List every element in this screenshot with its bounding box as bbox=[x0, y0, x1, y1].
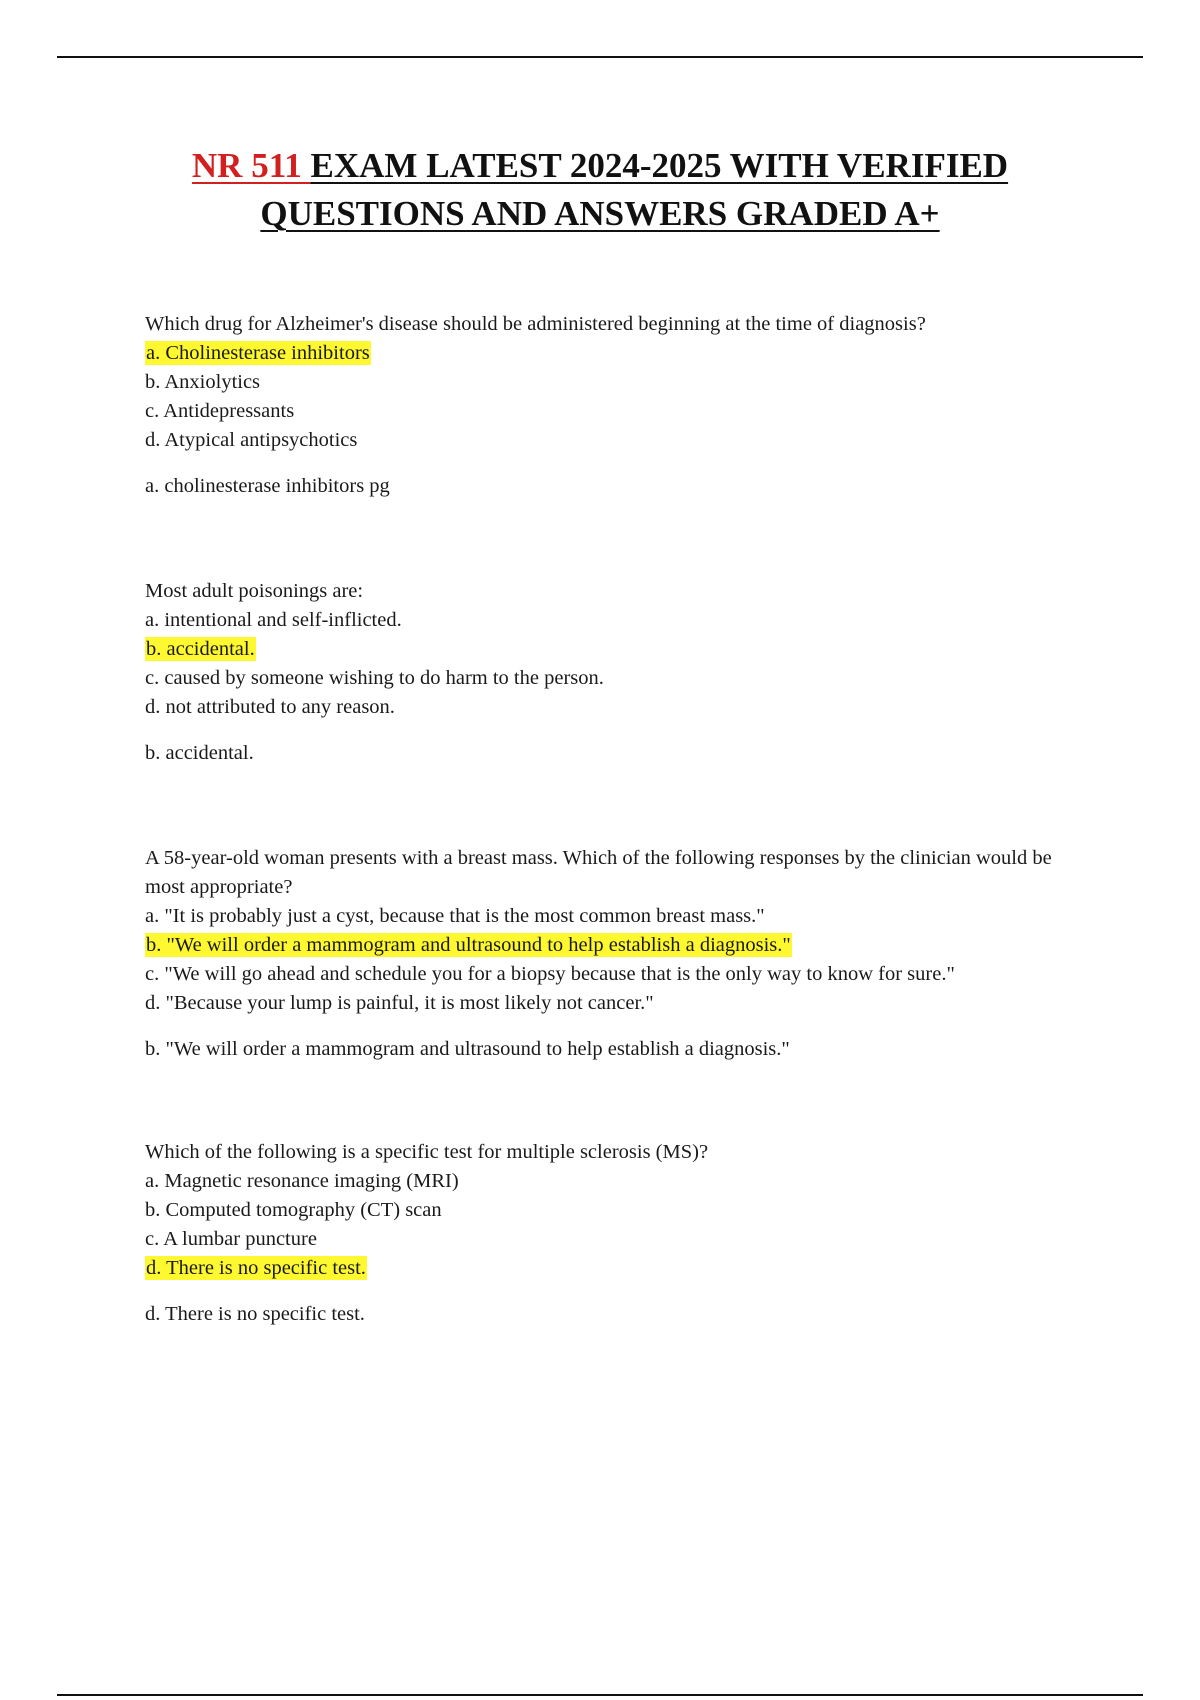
title-line-1: EXAM LATEST 2024-2025 WITH VERIFIED bbox=[310, 146, 1009, 185]
highlighted-option-text: a. Cholinesterase inhibitors bbox=[146, 342, 370, 364]
option-b bbox=[145, 635, 1065, 664]
question-stem: A 58-year-old woman presents with a breast mass. Which of the following responses by the clinician would be most appropriate? bbox=[145, 847, 1052, 898]
option-a: a. Magnetic resonance imaging (MRI) bbox=[145, 1170, 459, 1192]
question-stem: Most adult poisonings are: bbox=[145, 580, 364, 602]
option-c: c. A lumbar puncture bbox=[145, 1228, 317, 1250]
answer-line: a. cholinesterase inhibitors pg bbox=[145, 475, 390, 497]
option-c: c. Antidepressants bbox=[145, 400, 295, 422]
option-a: a. "It is probably just a cyst, because that is the most common breast mass." bbox=[145, 905, 765, 927]
question-stem: Which drug for Alzheimer's disease should be administered beginning at the time of diagnosis? bbox=[145, 313, 926, 335]
title-course-code: NR 511 bbox=[191, 146, 311, 185]
question-block-4 bbox=[145, 1138, 1065, 1329]
option-d: d. "Because your lump is painful, it is most likely not cancer." bbox=[145, 992, 654, 1014]
answer-line: b. accidental. bbox=[145, 742, 254, 764]
top-rule bbox=[57, 56, 1143, 58]
option-b: b. Anxiolytics bbox=[145, 371, 261, 393]
highlighted-option-text: b. "We will order a mammogram and ultrasound to help establish a diagnosis." bbox=[146, 934, 791, 956]
option-a bbox=[145, 339, 1065, 368]
document-title bbox=[0, 142, 1200, 238]
option-d bbox=[145, 1254, 1065, 1283]
highlighted-option-text: d. There is no specific test. bbox=[146, 1257, 366, 1279]
option-d: d. not attributed to any reason. bbox=[145, 696, 395, 718]
highlighted-option-text: b. accidental. bbox=[146, 638, 255, 660]
question-block-1 bbox=[145, 310, 1065, 501]
answer-line: b. "We will order a mammogram and ultrasound to help establish a diagnosis." bbox=[145, 1038, 790, 1060]
answer-line: d. There is no specific test. bbox=[145, 1303, 365, 1325]
bottom-rule bbox=[57, 1694, 1143, 1696]
option-a: a. intentional and self-inflicted. bbox=[145, 609, 402, 631]
option-b: b. Computed tomography (CT) scan bbox=[145, 1199, 442, 1221]
question-block-3 bbox=[145, 844, 1065, 1064]
option-b bbox=[145, 931, 1065, 960]
title-line-2: QUESTIONS AND ANSWERS GRADED A+ bbox=[260, 194, 940, 233]
option-c: c. caused by someone wishing to do harm to the person. bbox=[145, 667, 604, 689]
question-stem: Which of the following is a specific test for multiple sclerosis (MS)? bbox=[145, 1141, 709, 1163]
option-d: d. Atypical antipsychotics bbox=[145, 429, 358, 451]
option-c: c. "We will go ahead and schedule you for a biopsy because that is the only way to know for sure." bbox=[145, 963, 955, 985]
question-block-2 bbox=[145, 577, 1065, 768]
